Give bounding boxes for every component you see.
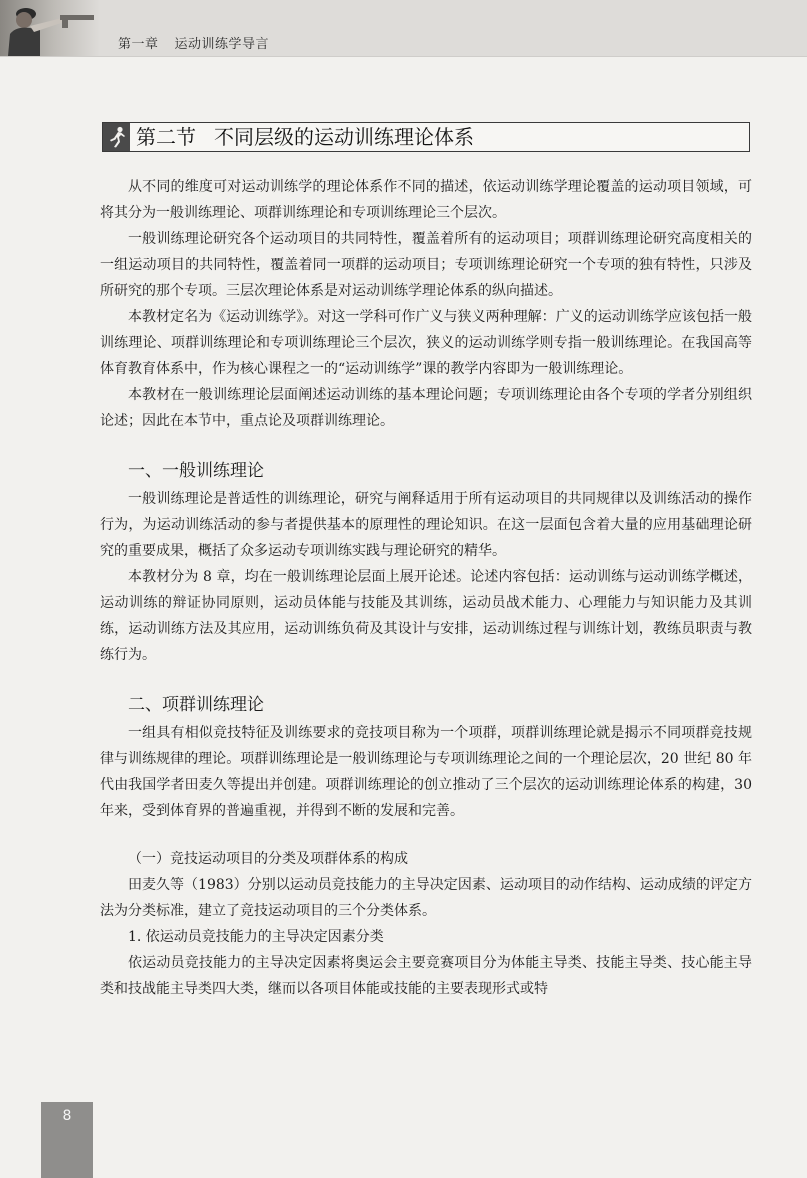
- intro-paragraph-3: 本教材定名为《运动训练学》。对这一学科可作广义与狭义两种理解：广义的运动训练学应该包括一般训练理论、项群训练理论和专项训练理论三个层次，狭义的运动训练学则专指一般训练理论。在我国高等体育教育体系中，作为核心课程之一的“运动训练学”课的教学内容即为一般训练理论。: [100, 309, 752, 377]
- section-heading: [102, 122, 750, 152]
- chapter-title: 运动训练学导言: [174, 37, 270, 52]
- intro-paragraph-2: 一般训练理论研究各个运动项目的共同特性，覆盖着所有的运动项目；项群训练理论研究高度相关的一组运动项目的共同特性，覆盖着同一项群的运动项目；专项训练理论研究一个专项的独有特性，只涉及所研究的那个专项。三层次理论体系是对运动训练学理论体系的纵向描述。: [100, 231, 752, 299]
- chapter-number: 第一章: [118, 37, 159, 52]
- sub1-item-paragraph: 依运动员竞技能力的主导决定因素将奥运会主要竞赛项目分为体能主导类、技能主导类、技心能主导类和技战能主导类四大类，继而以各项目体能或技能的主要表现形式或特: [100, 955, 752, 997]
- sub1-item-heading: 1. 依运动员竞技能力的主导决定因素分类: [128, 929, 384, 945]
- part1-paragraph-2: 本教材分为 8 章，均在一般训练理论层面上展开论述。论述内容包括：运动训练与运动训练学概述，运动训练的辩证协同原则，运动员体能与技能及其训练，运动员战术能力、心理能力与知识能力及其训练，运动训练方法及其应用，运动训练负荷及其设计与安排，运动训练过程与训练计划，教练员职责与教练行为。: [100, 569, 752, 663]
- part1-heading: 一、一般训练理论: [128, 461, 264, 481]
- page-number: 8: [62, 1108, 72, 1124]
- intro-paragraph-4: 本教材在一般训练理论层面阐述运动训练的基本理论问题；专项训练理论由各个专项的学者分别组织论述；因此在本节中，重点论及项群训练理论。: [100, 387, 752, 429]
- section-name: 不同层级的运动训练理论体系: [214, 125, 474, 149]
- page-number-tab: [41, 1102, 93, 1178]
- sub1-paragraph: 田麦久等（1983）分别以运动员竞技能力的主导决定因素、运动项目的动作结构、运动成绩的评定方法为分类标准，建立了竞技运动项目的三个分类体系。: [100, 877, 752, 919]
- chapter-label: [118, 33, 269, 52]
- main-body: [100, 174, 752, 1002]
- part2-heading: 二、项群训练理论: [128, 695, 264, 715]
- section-title: [136, 124, 474, 150]
- intro-paragraph-1: 从不同的维度可对运动训练学的理论体系作不同的描述，依运动训练学理论覆盖的运动项目领域，可将其分为一般训练理论、项群训练理论和专项训练理论三个层次。: [100, 179, 752, 221]
- running-header: [0, 0, 807, 57]
- part1-paragraph-1: 一般训练理论是普适性的训练理论，研究与阐释适用于所有运动项目的共同规律以及训练活动的操作行为，为运动训练活动的参与者提供基本的原理性的理论知识。在这一层面包含着大量的应用基础理论研究的重要成果，概括了众多运动专项训练实践与理论研究的精华。: [100, 491, 752, 559]
- part2-paragraph-1: 一组具有相似竞技特征及训练要求的竞技项目称为一个项群，项群训练理论就是揭示不同项群竞技规律与训练规律的理论。项群训练理论是一般训练理论与专项训练理论之间的一个理论层次，20 世纪 80 年代由我国学者田麦久等提出并创建。项群训练理论的创立推动了三个层次的运动训练理论体系的构建，30 年来，受到体育界的普遍重视，并得到不断的发展和完善。: [100, 725, 752, 819]
- runner-icon: [103, 123, 130, 151]
- section-number: 第二节: [136, 125, 196, 149]
- header-shooter-photo: [0, 0, 100, 56]
- sub1-heading: （一）竞技运动项目的分类及项群体系的构成: [128, 851, 408, 867]
